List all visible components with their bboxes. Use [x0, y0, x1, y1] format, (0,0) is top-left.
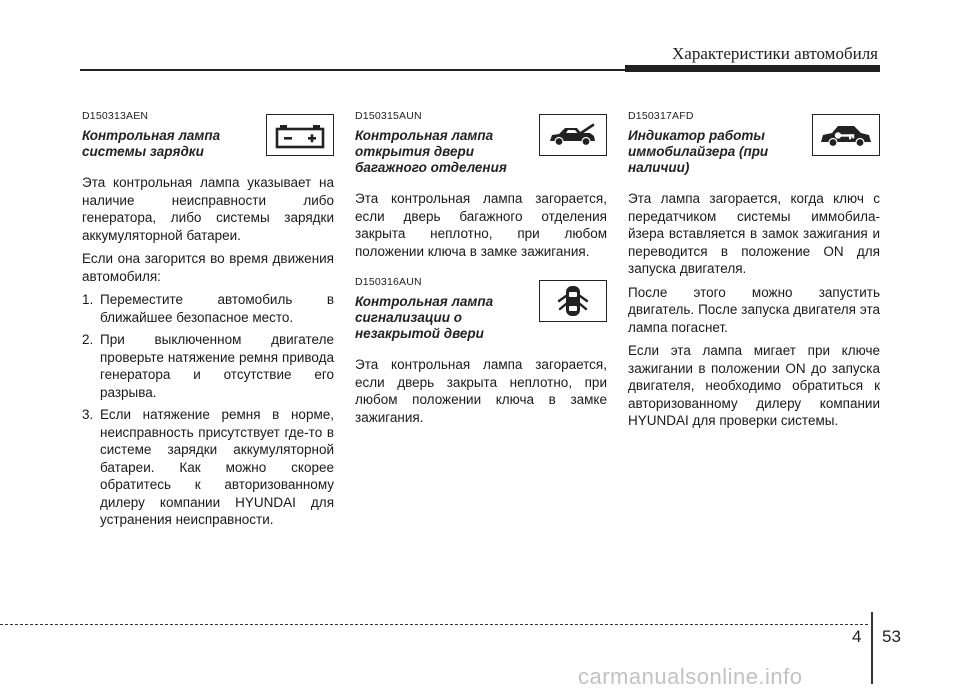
paragraph: Эта контрольная лампа указывает на наличие неисправности либо генератора, либо системы зарядки аккумуляторной батареи. — [82, 175, 334, 243]
page-number: 53 — [882, 627, 901, 646]
battery-icon — [266, 114, 334, 156]
section-code: D150317AFD — [628, 110, 694, 122]
header-rule — [80, 69, 625, 71]
chapter-number: 4 — [852, 627, 862, 646]
section-door-ajar — [355, 276, 607, 426]
step-number: 1. — [82, 292, 94, 307]
footer-divider — [871, 612, 873, 684]
step-text: Переместите автомобиль в ближайшее безопасное место. — [100, 292, 334, 325]
list-item — [82, 291, 334, 326]
step-text: Если натяжение ремня в норме, неисправность присутствует где-то в системе зарядки аккумуляторной батареи. Как можно скорее обратитесь к авторизованному дилеру компании HYUNDAI для устранения неисправности. — [100, 407, 334, 527]
watermark: carmanualsonline.info — [578, 664, 803, 689]
section-immobilizer — [628, 110, 880, 430]
list-item — [82, 406, 334, 529]
section-heading: Индикатор работы иммобилайзера (при наличии) — [628, 128, 769, 175]
section-code: D150316AUN — [355, 276, 422, 288]
paragraph: Эта контрольная лампа загорается, если дверь багажного отделения закрыта неплотно, при любом положении ключа в замке зажигания. — [355, 191, 607, 259]
steps-list — [82, 291, 334, 529]
section-charging-system — [82, 110, 334, 529]
paragraph: Если эта лампа мигает при ключе зажигании в положении ON до запуска двигателя, необходимо обратиться к авторизованному дилеру компании HYUNDAI для проверки системы. — [628, 343, 880, 428]
section-trunk-open — [355, 110, 607, 260]
list-item — [82, 331, 334, 401]
immobilizer-car-key-icon — [812, 114, 880, 156]
paragraph: Эта лампа загорается, когда ключ с передатчиком системы иммобила-йзера вставляется в замок зажигания и переводится в положение ON для запуска двигателя. — [628, 191, 880, 276]
column-1 — [82, 110, 334, 534]
header-bar — [625, 65, 880, 72]
step-number: 2. — [82, 332, 94, 347]
trunk-open-icon — [539, 114, 607, 156]
step-number: 3. — [82, 407, 94, 422]
section-code: D150313AEN — [82, 110, 149, 122]
section-heading: Контрольная лампа сигнализации о незакрытой двери — [355, 294, 494, 341]
column-2 — [355, 110, 607, 432]
step-text: При выключенном двигателе проверьте натяжение ремня привода генератора и отсутствие его разрыва. — [100, 332, 334, 400]
paragraph: После этого можно запустить двигатель. После запуска двигателя эта лампа погаснет. — [628, 284, 880, 335]
section-heading: Контрольная лампа открытия двери багажного отделения — [355, 128, 507, 175]
paragraph: Эта контрольная лампа загорается, если дверь закрыта неплотно, при любом положении ключа в замке зажигания. — [355, 357, 607, 425]
footer-rule — [0, 624, 868, 625]
column-3 — [628, 110, 880, 436]
page-header-title: Характеристики автомобиля — [672, 44, 878, 63]
section-heading: Контрольная лампа системы зарядки — [82, 128, 221, 159]
section-code: D150315AUN — [355, 110, 422, 122]
paragraph: Если она загорится во время движения автомобиля: — [82, 251, 334, 284]
door-ajar-icon — [539, 280, 607, 322]
